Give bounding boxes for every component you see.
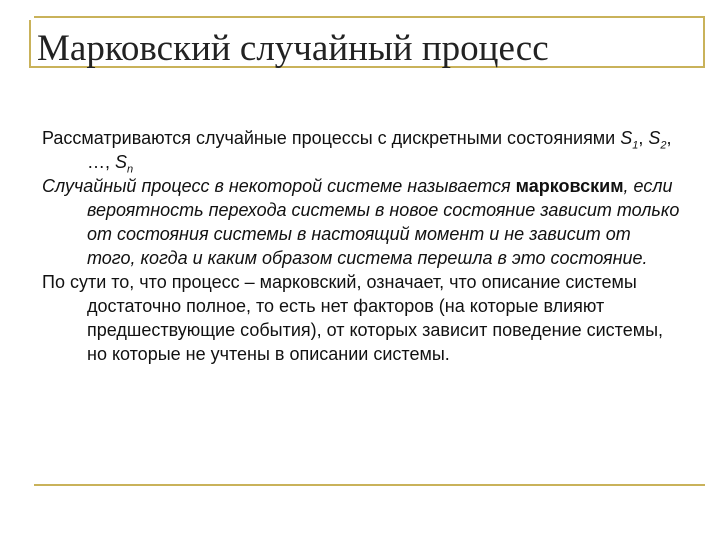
- slide-body: [42, 126, 682, 366]
- slide-title: Марковский случайный процесс: [37, 28, 549, 69]
- footer-rule: [34, 484, 705, 486]
- paragraph-definition: Случайный процесс в некоторой системе называется марковским, если вероятность перехода системы в новое состояние зависит только от состояния системы в настоящий момент и не зависит от того, когда и каким образом система перешла в это состояние.: [42, 176, 680, 268]
- state-sn: $S_n$: [115, 152, 134, 176]
- states-text: Рассматриваются случайные процессы с дискретными состояниями: [42, 128, 621, 148]
- state-s1: $S_1$: [620, 128, 639, 152]
- right-rule: [703, 16, 705, 66]
- top-rule: [34, 16, 705, 18]
- state-s2: $S_2$: [648, 128, 667, 152]
- paragraph-states: Рассматриваются случайные процессы с дискретными состояниями $S_1$, $S_2$, …, $S_n$: [42, 128, 672, 176]
- paragraph-meaning: По сути то, что процесс – марковский, означает, что описание системы достаточно полное, то есть нет факторов (на которые влияют предшествующие события), от которых зависит поведение системы, но которые не учтены в описании системы.: [42, 272, 664, 364]
- term-markovian: марковским: [515, 176, 624, 196]
- left-rule: [29, 20, 31, 68]
